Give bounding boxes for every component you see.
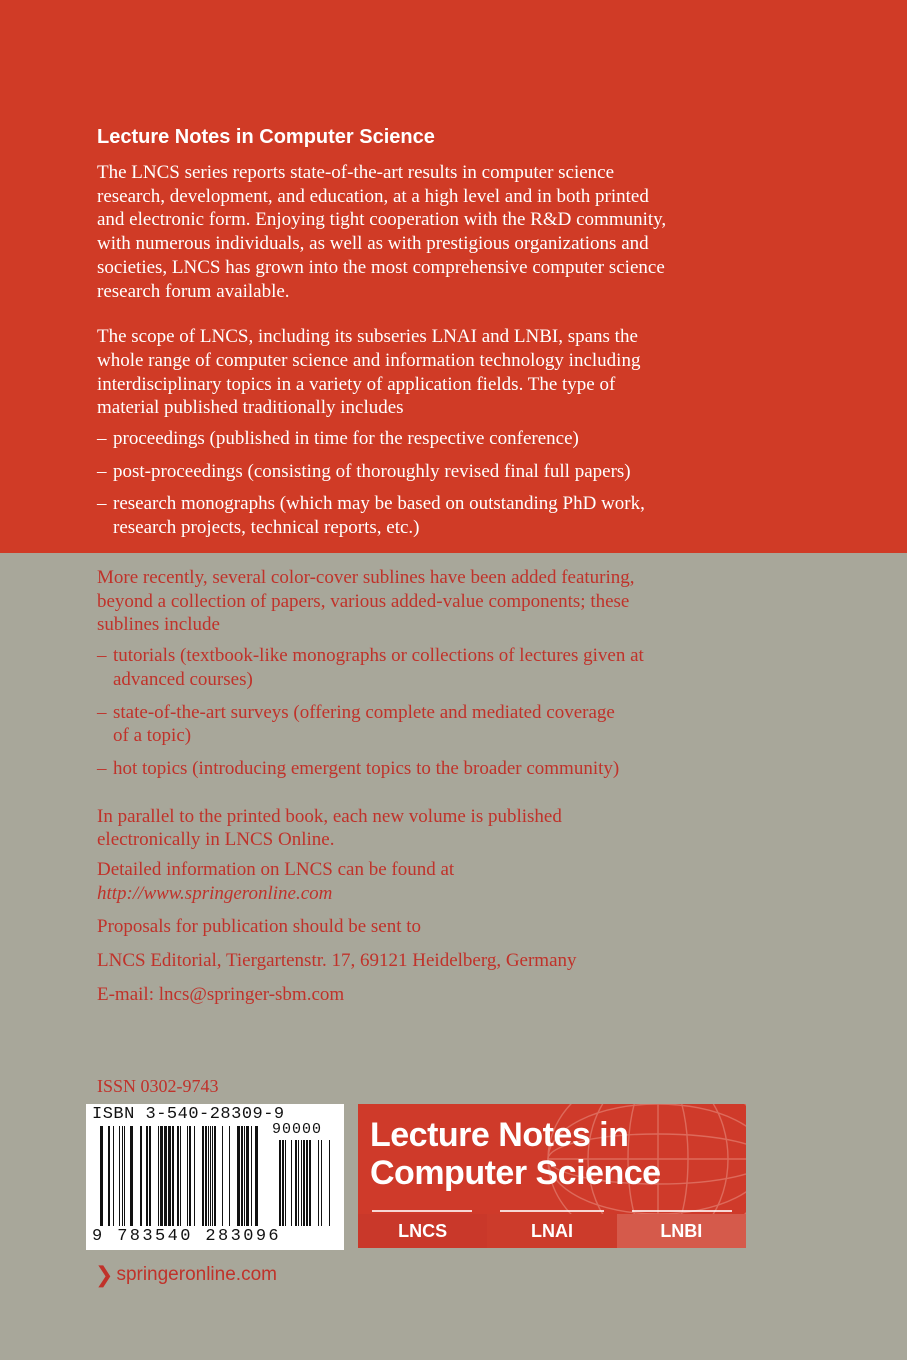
chevron-right-icon: ❯: [95, 1262, 114, 1287]
issn-number: ISSN 0302-9743: [97, 1076, 219, 1096]
scope-line: whole range of computer science and information technology including: [97, 349, 641, 371]
intro-paragraph: [97, 161, 757, 303]
subseries-lnbi: LNBI: [617, 1214, 746, 1248]
price-addon-label: 90000: [272, 1121, 323, 1138]
sublines-paragraph: [97, 566, 757, 637]
list-item: – proceedings (published in time for the respective conference): [97, 428, 579, 450]
top-content: [97, 124, 757, 549]
intro-line: The LNCS series reports state-of-the-art results in computer science: [97, 162, 615, 183]
logo-divider: [358, 1210, 746, 1212]
subseries-lncs: LNCS: [358, 1214, 487, 1248]
lncs-logo: [358, 1104, 746, 1248]
isbn-barcode: [86, 1104, 344, 1250]
info-line: Detailed information on LNCS can be found at: [97, 859, 455, 881]
isbn-label: ISBN 3-540-28309-9: [92, 1105, 285, 1124]
logo-title: [370, 1116, 661, 1192]
list-item: – state-of-the-art surveys (offering complete and mediated coverage of a topic): [97, 701, 615, 747]
intro-line: with numerous individuals, as well as with prestigious organizations and: [97, 233, 649, 255]
proposals-line: Proposals for publication should be sent to: [97, 916, 422, 938]
springer-url[interactable]: http://www.springeronline.com: [97, 882, 333, 904]
sublines-line: More recently, several color-cover sublines have been added featuring,: [97, 567, 635, 588]
scope-line: material published traditionally includes: [97, 397, 404, 419]
subseries-lnai: LNAI: [487, 1214, 616, 1248]
addon-bars: [272, 1140, 334, 1226]
list-item: – post-proceedings (consisting of thoroughly revised final full papers): [97, 460, 631, 482]
intro-line: research forum available.: [97, 280, 290, 302]
intro-line: societies, LNCS has grown into the most comprehensive computer science: [97, 256, 665, 278]
publisher-link[interactable]: [95, 1262, 277, 1288]
online-line: electronically in LNCS Online.: [97, 829, 335, 851]
sublines-line: sublines include: [97, 614, 220, 636]
subseries-strip: [358, 1214, 746, 1248]
ean-number: 9 783540 283096: [92, 1227, 282, 1246]
list-item: – hot topics (introducing emergent topics to the broader community): [97, 757, 620, 779]
logo-title-line: Lecture Notes in: [370, 1116, 629, 1154]
info-paragraph: [97, 858, 757, 905]
online-line: In parallel to the printed book, each new volume is published: [97, 805, 562, 827]
editorial-address: LNCS Editorial, Tiergartenstr. 17, 69121 Heidelberg, Germany: [97, 950, 577, 972]
publisher-site: springeronline.com: [116, 1264, 277, 1285]
list-item: – research monographs (which may be based on outstanding PhD work, research projects, technical reports, etc.): [97, 493, 645, 539]
scope-line: The scope of LNCS, including its subseries LNAI and LNBI, spans the: [97, 326, 638, 348]
ean-bars: [100, 1126, 262, 1226]
sublines-line: beyond a collection of papers, various added-value components; these: [97, 590, 630, 612]
online-paragraph: [97, 805, 757, 852]
publication-types-list: [97, 427, 757, 540]
bottom-content: [97, 566, 757, 1007]
intro-line: and electronic form. Enjoying tight cooperation with the R&D community,: [97, 209, 667, 231]
email-line[interactable]: E-mail: lncs@springer-sbm.com: [97, 983, 345, 1005]
logo-title-line: Computer Science: [370, 1154, 661, 1192]
intro-line: research, development, and education, at a high level and in both printed: [97, 185, 649, 207]
scope-line: interdisciplinary topics in a variety of application fields. The type of: [97, 373, 616, 395]
scope-paragraph: [97, 325, 757, 420]
sublines-list: [97, 644, 757, 781]
list-item: – tutorials (textbook-like monographs or collections of lectures given at advanced courses): [97, 645, 644, 690]
series-heading: Lecture Notes in Computer Science: [97, 126, 435, 148]
